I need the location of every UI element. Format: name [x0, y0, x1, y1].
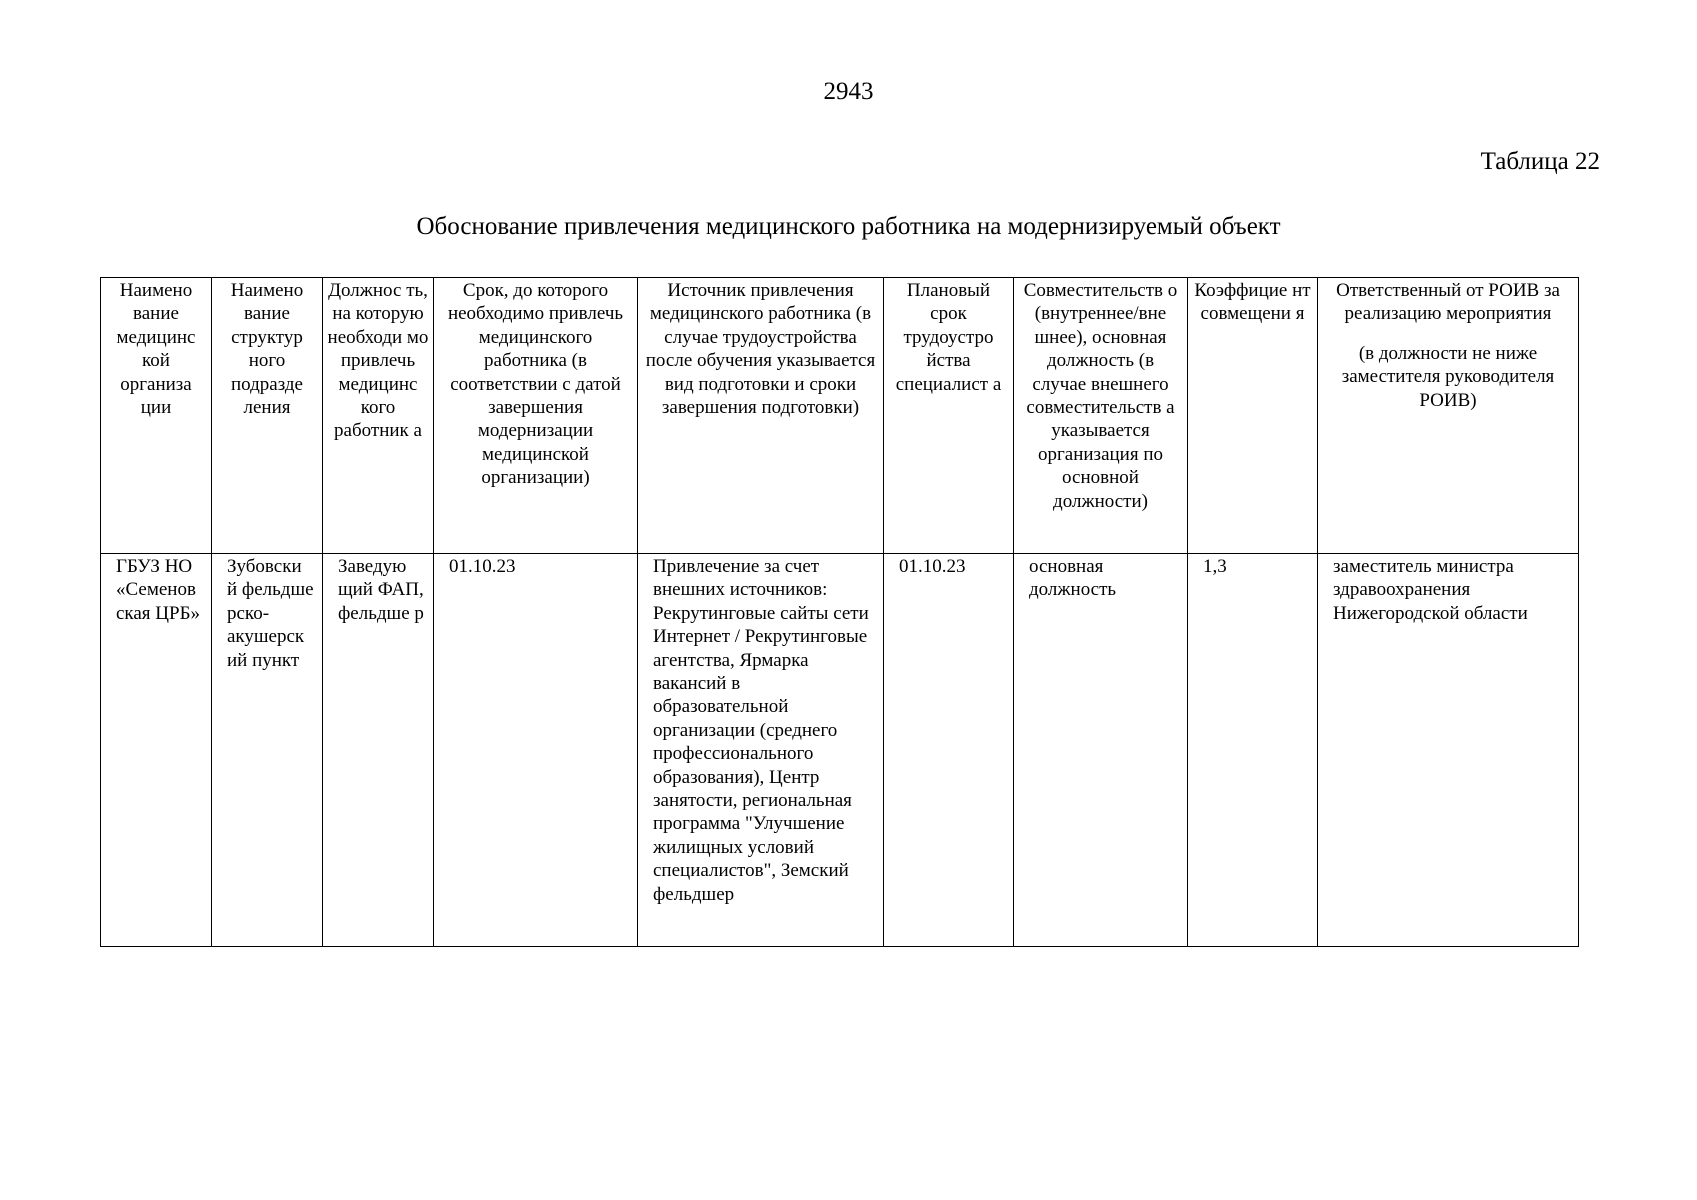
cell-position: Заведую щий ФАП, фельдше р — [323, 554, 434, 947]
header-responsible — [1318, 278, 1579, 554]
header-responsible-main: Ответственный от РОИВ за реализацию мероприятия — [1336, 280, 1560, 325]
page-number: 2943 — [823, 78, 874, 105]
header-responsible-note: (в должности не ниже заместителя руководителя РОИВ) — [1341, 342, 1555, 411]
header-organization: Наимено вание медицинс кой организа ции — [101, 278, 212, 554]
header-deadline: Срок, до которого необходимо привлечь медицинского работника (в соответствии с датой завершения модернизации медицинской организации) — [434, 278, 638, 554]
cell-subdivision: Зубовски й фельдше рско-акушерск ий пункт — [212, 554, 323, 947]
header-position: Должнос ть, на которую необходи мо привлечь медицинс кого работник а — [323, 278, 434, 554]
cell-deadline: 01.10.23 — [434, 554, 638, 947]
cell-planned-date: 01.10.23 — [884, 554, 1014, 947]
header-part-time: Совместительств о (внутреннее/вне шнее), основная должность (в случае внешнего совместительств а указывается организация по основной должности) — [1014, 278, 1188, 554]
justification-table — [100, 277, 1579, 947]
cell-coefficient: 1,3 — [1188, 554, 1318, 947]
cell-organization: ГБУЗ НО «Семенов ская ЦРБ» — [101, 554, 212, 947]
document-title: Обоснование привлечения медицинского работника на модернизируемый объект — [416, 213, 1281, 240]
cell-part-time: основная должность — [1014, 554, 1188, 947]
header-planned-date: Плановый срок трудоустро йства специалист а — [884, 278, 1014, 554]
table-header-row — [101, 278, 1579, 554]
header-subdivision: Наимено вание структур ного подразде ления — [212, 278, 323, 554]
header-coefficient: Коэффицие нт совмещени я — [1188, 278, 1318, 554]
table-row — [101, 554, 1579, 947]
table-label: Таблица 22 — [1480, 148, 1600, 175]
header-source: Источник привлечения медицинского работника (в случае трудоустройства после обучения указывается вид подготовки и сроки завершения подготовки) — [638, 278, 884, 554]
cell-source: Привлечение за счет внешних источников: Рекрутинговые сайты сети Интернет / Рекрутинговые агентства, Ярмарка вакансий в образовательной организации (среднего профессионального образования), Центр занятости, региональная программа "Улучшение жилищных условий специалистов", Земский фельдшер — [638, 554, 884, 947]
cell-responsible: заместитель министра здравоохранения Нижегородской области — [1318, 554, 1579, 947]
